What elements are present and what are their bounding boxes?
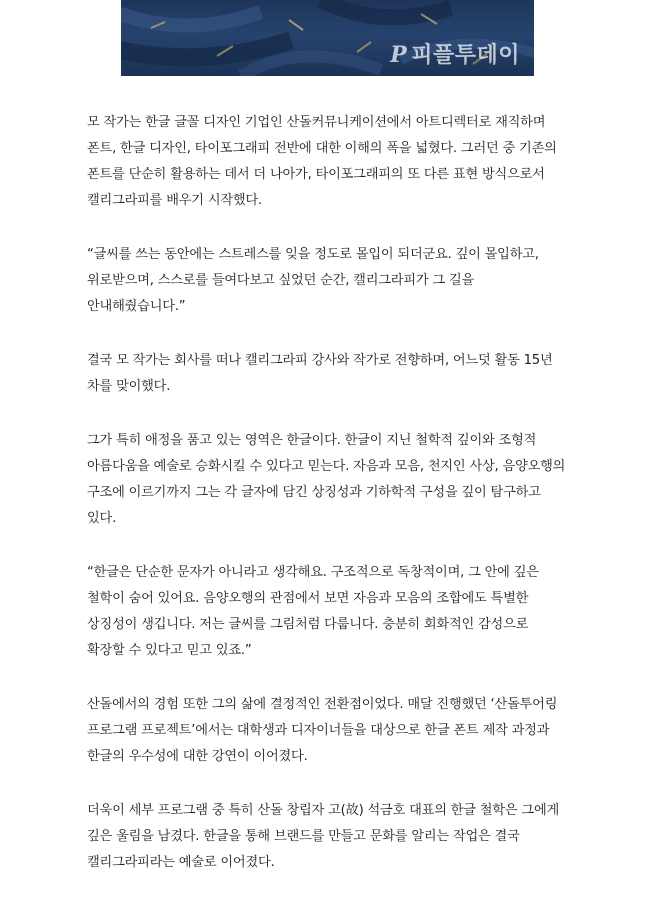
article-paragraph: 산돌에서의 경험 또한 그의 삶에 결정적인 전환점이었다. 매달 진행했던 ‘산돌투어링 프로그램 프로젝트’에서는 대학생과 디자이너들을 대상으로 한글 폰트 제작 과정과 한글의 우수성에 대한 강연이 이어졌다. xyxy=(87,697,558,764)
article-quote: “글씨를 쓰는 동안에는 스트레스를 잊을 정도로 몰입이 되더군요. 깊이 몰입하고, 위로받으며, 스스로를 들여다보고 싶었던 순간, 캘리그라피가 그 길을 안내해줬습니다.” xyxy=(87,247,539,314)
watermark-text: 피플투데이 xyxy=(411,43,520,68)
article-paragraph: 그가 특히 애정을 품고 있는 영역은 한글이다. 한글이 지닌 철학적 깊이와 조형적 아름다움을 예술로 승화시킬 수 있다고 믿는다. 자음과 모음, 천지인 사상, 음양오행의 구조에 이르기까지 그는 각 글자에 담긴 상징성과 기하학적 구성을 깊이 탐구하고 있다. xyxy=(87,433,566,526)
article-body xyxy=(87,110,567,904)
article-paragraph: 더욱이 세부 프로그램 중 특히 산돌 창립자 고(故) 석금호 대표의 한글 철학은 그에게 깊은 울림을 남겼다. 한글을 통해 브랜드를 만들고 문화를 알리는 작업은 결국 캘리그라피라는 예술로 이어졌다. xyxy=(87,803,560,870)
photo-watermark xyxy=(390,38,520,69)
article-photo xyxy=(121,0,534,76)
watermark-logo-icon: P xyxy=(390,42,408,68)
article-quote: “한글은 단순한 문자가 아니라고 생각해요. 구조적으로 독창적이며, 그 안에 깊은 철학이 숨어 있어요. 음양오행의 관점에서 보면 자음과 모음의 조합에도 특별한 상징성이 생깁니다. 저는 글씨를 그림처럼 다룹니다. 충분히 회화적인 감성으로 확장할 수 있다고 믿고 있죠.” xyxy=(87,565,539,658)
article-paragraph: 모 작가는 한글 글꼴 디자인 기업인 산돌커뮤니케이션에서 아트디렉터로 재직하며 폰트, 한글 디자인, 타이포그래피 전반에 대한 이해의 폭을 넓혔다. 그러던 중 기존의 폰트를 단순히 활용하는 데서 더 나아가, 타이포그래피의 또 다른 표현 방식으로서 캘리그라피를 배우기 시작했다. xyxy=(87,115,557,208)
article-paragraph: 결국 모 작가는 회사를 떠나 캘리그라피 강사와 작가로 전향하며, 어느덧 활동 15년 차를 맞이했다. xyxy=(87,353,553,394)
